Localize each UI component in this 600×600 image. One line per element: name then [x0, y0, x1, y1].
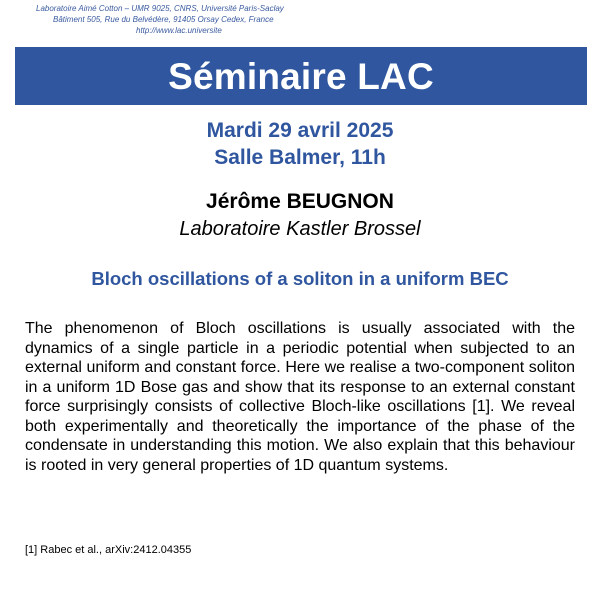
- seminar-banner: [15, 47, 587, 105]
- event-date: Mardi 29 avril 2025: [206, 119, 394, 142]
- speaker-affiliation: Laboratoire Kastler Brossel: [179, 218, 421, 240]
- lab-name-line: Laboratoire Aimé Cotton – UMR 9025, CNRS, Université Paris-Saclay: [36, 4, 284, 13]
- event-room-time: Salle Balmer, 11h: [214, 146, 386, 169]
- lab-address-header: [0, 3, 600, 36]
- lab-website-line: http://www.lac.universite: [136, 26, 222, 35]
- talk-title: Bloch oscillations of a soliton in a uniform BEC: [91, 268, 509, 289]
- seminar-title: Séminaire LAC: [168, 55, 434, 97]
- lab-address-line: Bâtiment 505, Rue du Belvédère, 91405 Orsay Cedex, France: [53, 15, 274, 24]
- speaker-name: Jérôme BEUGNON: [206, 190, 394, 213]
- reference-citation: [1] Rabec et al., arXiv:2412.04355: [25, 544, 192, 556]
- talk-abstract: The phenomenon of Bloch oscillations is usually associated with the dynamics of a single particle in a periodic potential when subjected to an external uniform and constant force. Here we realise a two-component soliton in a uniform 1D Bose gas and show that its response to an external constant force surprisingly consists of collective Bloch-like oscillations [1]. We reveal both experimentally and theoretically the importance of the phase of the condensate in understanding this motion. We also explain that this behaviour is rooted in very general properties of 1D quantum systems.: [25, 320, 575, 474]
